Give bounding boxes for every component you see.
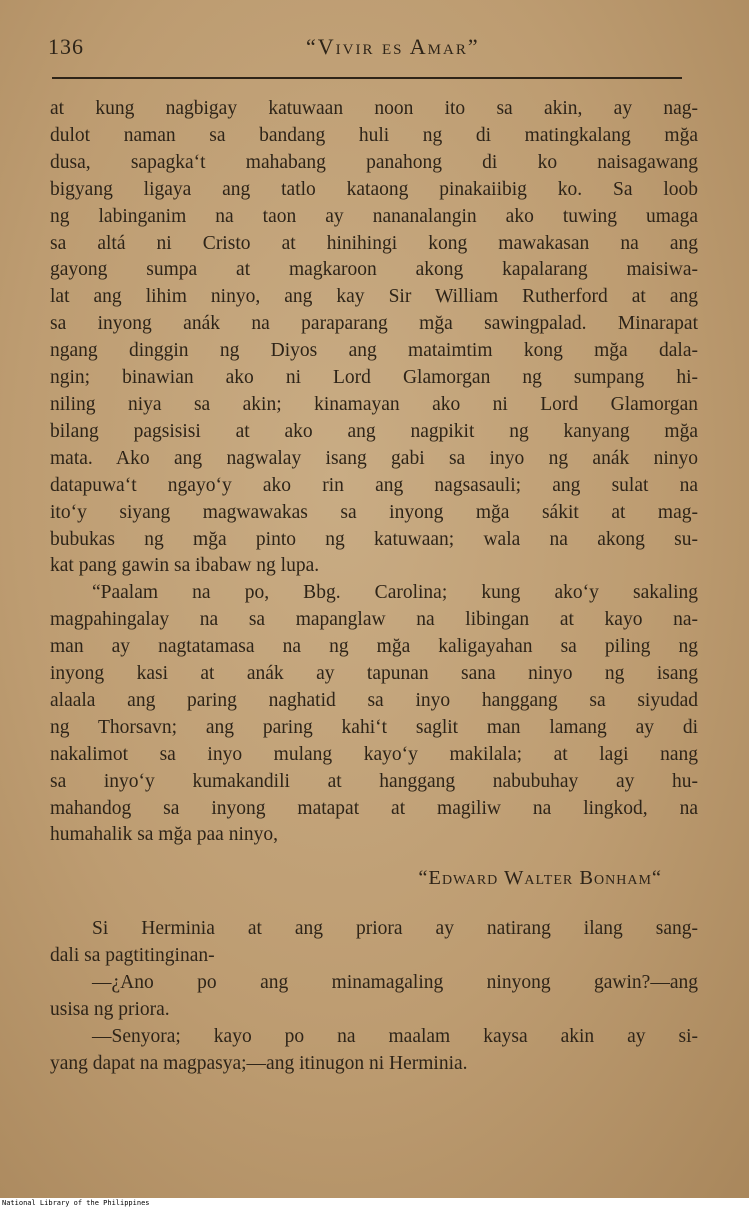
text-line: ng Thorsavn; ang paring kahi‘t saglit man lamang ay di [50,716,698,738]
text-line: dusa, sapagka‘t mahabang panahong di ko naisagawang [50,151,698,173]
text-line: bigyang ligaya ang tatlo kataong pinakaiibig ko. Sa loob [50,178,698,200]
text-line: kat pang gawin sa ibabaw ng lupa. [50,555,320,577]
text-line: usisa ng priora. [50,999,170,1020]
text-line: magpahingalay na sa mapanglaw na libingan at kayo na- [50,609,698,631]
library-credit: National Library of the Philippines [2,1199,150,1207]
text-line: ngang dinggin ng Diyos ang mataimtim kong mğa dala- [50,340,698,362]
text-line: niling niya sa akin; kinamayan ako ni Lord Glamorgan [50,393,698,415]
text-line: dali sa pagtitinginan- [50,945,215,967]
text-line: humahalik sa mğa paa ninyo, [50,824,278,846]
text-line: ngin; binawian ako ni Lord Glamorgan ng sumpang hi- [50,367,698,389]
text-line: datapuwa‘t ngayo‘y ako rin ang nagsasauli; ang sulat na [50,474,698,496]
text-line: sa inyong anák na paraparang mğa sawingpalad. Minarapat [50,313,698,335]
dialogue [50,916,698,1077]
text-line: nakalimot sa inyo mulang kayo‘y makilala; at lagi nang [50,743,698,765]
signature: “Edward Walter Bonham“ [418,867,662,890]
letter-paragraphs [50,96,698,849]
text-line: ng labinganim na taon ay nananalangin ako tuwing umaga [50,205,698,227]
text-line: inyong kasi at anák ay tapunan sana ninyo ng isang [50,663,698,685]
header-rule [52,77,682,79]
body-text [50,96,698,1078]
text-line: bubukas ng mğa pinto ng katuwaan; wala na akong su- [50,528,698,550]
text-line: —¿Ano po ang minamagaling ninyong gawin?—ang [92,972,698,994]
text-line: gayong sumpa at magkaroon akong kapalarang maisiwa- [50,259,698,281]
page-header [48,34,688,68]
text-line: “Paalam na po, Bbg. Carolina; kung ako‘y sakaling [92,582,698,604]
text-line: Si Herminia at ang priora ay natirang ilang sang- [92,918,698,940]
text-line: sa inyo‘y kumakandili at hanggang nabubuhay ay hu- [50,770,698,792]
text-line: bilang pagsisisi at ako ang nagpikit ng kanyang mğa [50,420,698,442]
text-line: mahandog sa inyong matapat at magiliw na lingkod, na [50,797,698,819]
running-title: “Vivir es Amar” [306,34,480,59]
text-line: mata. Ako ang nagwalay isang gabi sa inyo ng anák ninyo [50,447,698,469]
text-line: lat ang lihim ninyo, ang kay Sir William Rutherford at ang [50,286,698,308]
page-number: 136 [48,34,84,59]
text-line: man ay nagtatamasa na ng mğa kaligayahan sa piling ng [50,636,698,658]
text-line: sa altá ni Cristo at hinihingi kong mawakasan na ang [50,232,698,254]
text-line: yang dapat na magpasya;—ang itinugon ni Herminia. [50,1052,468,1074]
text-line: alaala ang paring naghatid sa inyo hanggang sa siyudad [50,689,698,711]
text-line: —Senyora; kayo po na maalam kaysa akin ay si- [92,1025,698,1047]
text-line: dulot naman sa bandang huli ng di matingkalang mğa [50,124,698,146]
text-line: ito‘y siyang magwawakas sa inyong mğa sákit at mag- [50,501,698,523]
text-line: at kung nagbigay katuwaan noon ito sa akin, ay nag- [50,98,698,119]
